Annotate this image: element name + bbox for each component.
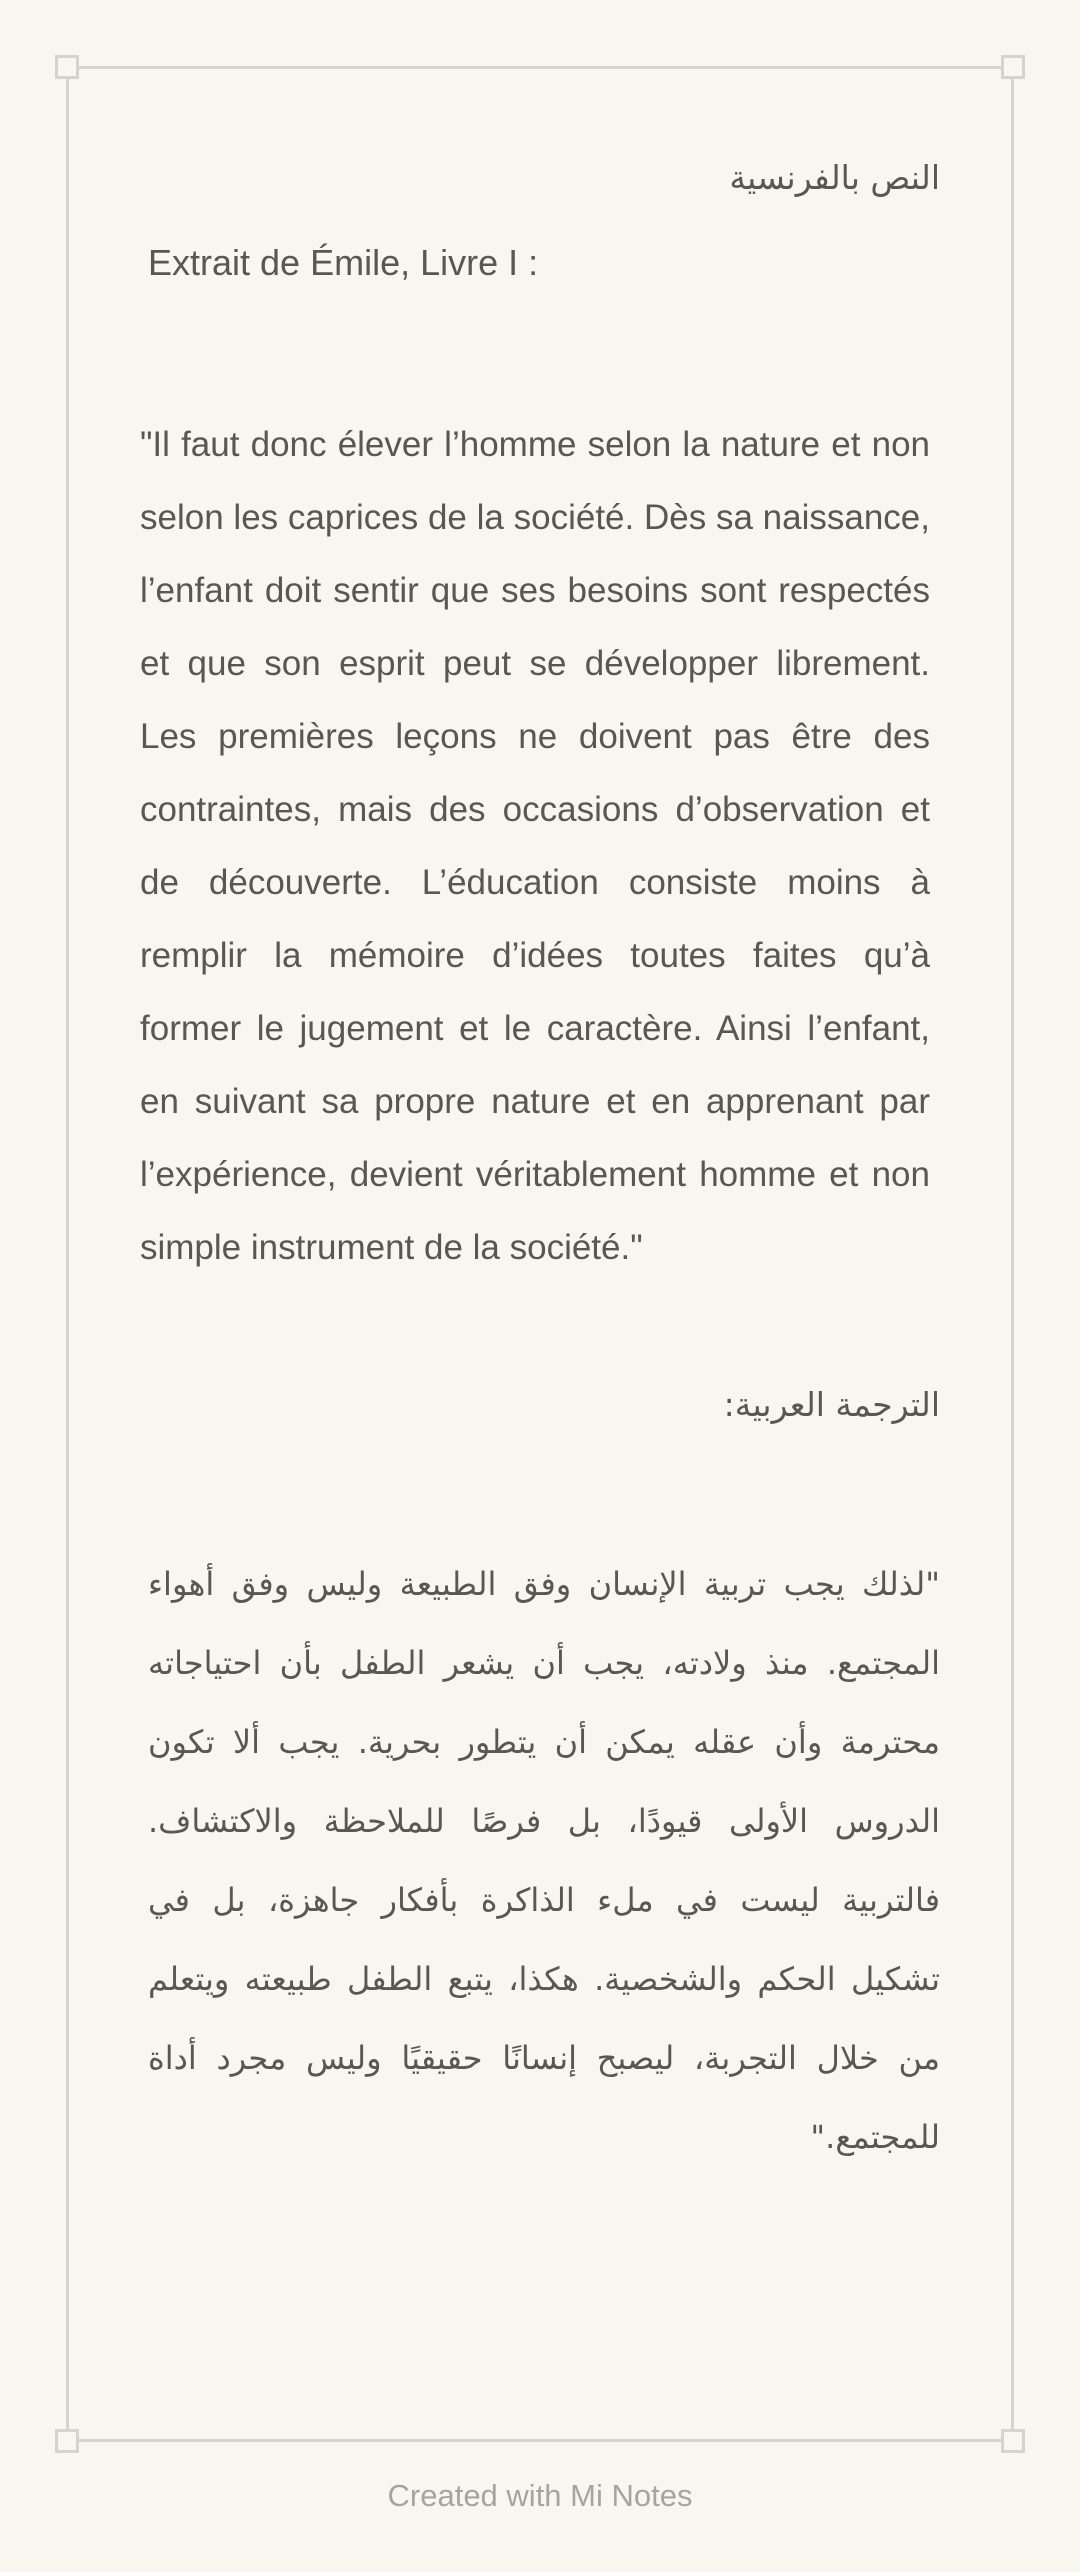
french-title: Extrait de Émile, Livre I :: [148, 242, 539, 283]
frame-corner-top-right: [1001, 55, 1025, 79]
frame-corner-bottom-right: [1001, 2429, 1025, 2453]
frame-corner-bottom-left: [55, 2429, 79, 2453]
french-section-heading: النص بالفرنسية: [729, 158, 940, 197]
arabic-text: "لذلك يجب تربية الإنسان وفق الطبيعة وليس وفق أهواء المجتمع. منذ ولادته، يجب أن يشعر الطفل بأن احتياجاته محترمة وأن عقله يمكن أن يتطور بحرية. يجب ألا تكون الدروس الأولى قيودًا، بل فرصًا للملاحظة والاكتشاف. فالتربية ليست في ملء الذاكرة بأفكار جاهزة، بل في تشكيل الحكم والشخصية. هكذا، يتبع الطفل طبيعته ويتعلم من خلال التجربة، ليصبح إنسانًا حقيقيًا وليس مجرد أداة للمجتمع.": [148, 1565, 940, 2156]
french-text: "Il faut donc élever l’homme selon la nature et non selon les caprices de la société. Dès sa naissance, l’enfant doit sentir que ses besoins sont respectés et que son esprit peut se développer librement. Les premières leçons ne doivent pas être des contraintes, mais des occasions d’observation et de découverte. L’éducation consiste moins à remplir la mémoire d’idées toutes faites qu’à former le jugement et le caractère. Ainsi l’enfant, en suivant sa propre nature et en apprenant par l’expérience, devient véritablement homme et non simple instrument de la société.": [140, 425, 930, 1267]
footer-created-with: Created with Mi Notes: [387, 2478, 693, 2513]
arabic-section-heading: الترجمة العربية:: [723, 1385, 940, 1424]
frame-corner-top-left: [55, 55, 79, 79]
